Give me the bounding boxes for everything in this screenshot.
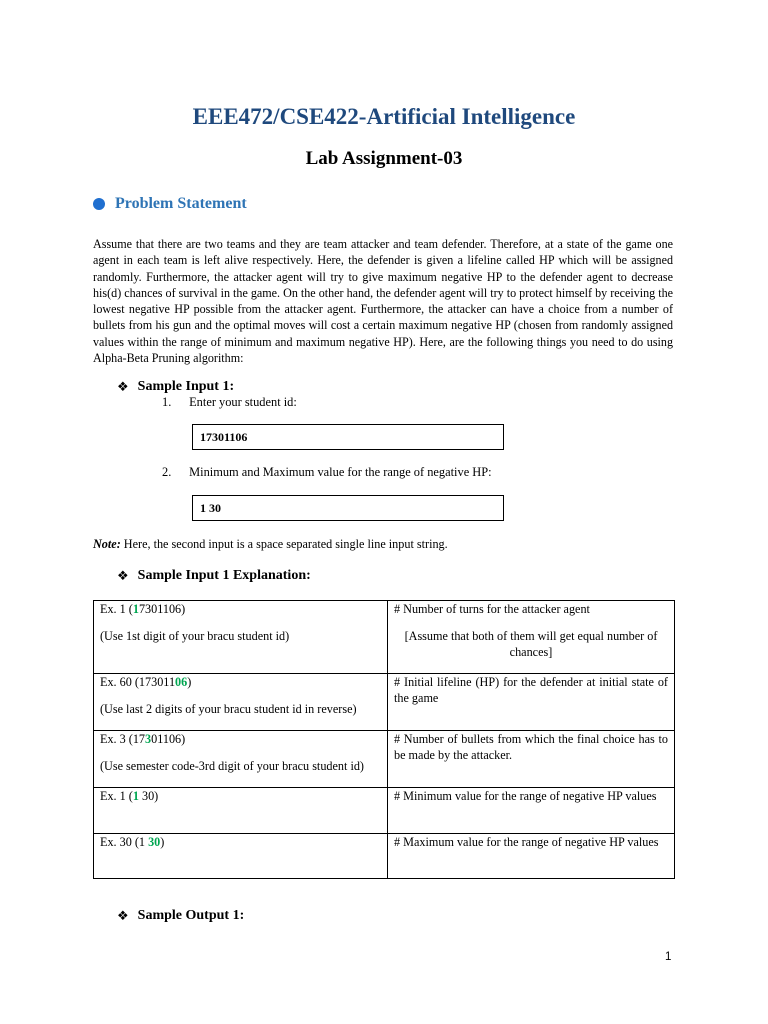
cell-text: 30) [138,789,159,803]
problem-statement-heading [93,195,247,213]
table-cell-left [94,601,388,674]
cell-note: (Use semester code-3rd digit of your bracu student id) [100,759,364,773]
student-id-input-box [192,424,504,450]
diamond-bullet-icon: ❖ [117,908,129,924]
list-item [162,395,297,410]
table-cell-right [388,601,675,674]
note-label: Note: [93,537,121,551]
cell-text: ) [187,675,192,689]
sample-output-heading [117,908,244,924]
cell-text: 7301106) [138,602,186,616]
page-number: 1 [665,951,672,963]
table-row [94,601,675,674]
list-item-number: 1. [162,395,172,409]
note-line [93,537,448,552]
cell-text: 01106) [151,732,186,746]
table-row [94,788,675,834]
table-cell-left [94,674,388,731]
cell-note: [Assume that both of them will get equal number of chances] [404,629,658,659]
highlighted-digit: 06 [175,675,188,689]
cell-text: Ex. 1 ( [100,789,133,803]
cell-text: # Minimum value for the range of negative HP values [394,789,657,803]
cell-note: (Use 1st digit of your bracu student id) [100,629,290,643]
cell-text: Ex. 30 (1 [100,835,149,849]
sample-output-heading-text: Sample Output 1: [137,908,245,923]
cell-text: # Number of turns for the attacker agent [394,602,590,616]
cell-text: Ex. 60 (173011 [100,675,176,689]
hp-range-input-box [192,495,504,521]
cell-text: ) [160,835,165,849]
table-cell-left [94,788,388,834]
diamond-bullet-icon: ❖ [117,379,129,395]
problem-paragraph: Assume that there are two teams and they are team attacker and team defender. Therefore, at a state of the game one agent in each team is left alive respectively. Here, the defender is given a lifeline called HP which will be assigned randomly. Furthermore, the attacker agent will try to give maximum negative HP to the defender agent to decrease his(d) chances of survival in the game. On the other hand, the defender agent will try to protect himself by receiving the lowest negative HP possible from the attacker agent. Furthermore, the attacker can have a choice from a number of bullets from his gun and the optimal moves will cost a certain maximum negative HP (chosen from randomly assigned values within the range of minimum and maximum negative HP). Here, are the following things you need to do using Alpha-Beta Pruning algorithm: [93,237,673,366]
cell-text: Ex. 3 (17 [100,732,146,746]
table-cell-right [388,674,675,731]
table-cell-left [94,731,388,788]
list-item-text: Enter your student id: [189,395,297,409]
list-item-text: Minimum and Maximum value for the range of negative HP: [189,465,492,479]
cell-text: # Number of bullets from which the final choice has to be made by the attacker. [394,732,668,762]
explanation-table [93,600,675,879]
explanation-heading [117,568,311,584]
highlighted-digit: 30 [148,835,161,849]
cell-note: (Use last 2 digits of your bracu student id in reverse) [100,702,357,716]
document-subtitle: Lab Assignment-03 [305,148,463,169]
sample-input-heading [117,379,234,395]
note-text: Here, the second input is a space separated single line input string. [120,537,448,551]
sample-input-heading-text: Sample Input 1: [137,379,235,394]
explanation-heading-text: Sample Input 1 Explanation: [137,568,311,583]
bullet-dot-icon [93,198,105,210]
table-row [94,731,675,788]
table-cell-right [388,834,675,879]
diamond-bullet-icon: ❖ [117,568,129,584]
cell-text: Ex. 1 ( [100,602,133,616]
table-cell-right [388,731,675,788]
cell-text: # Initial lifeline (HP) for the defender at initial state of the game [394,675,668,705]
section-heading-text: Problem Statement [115,195,247,212]
input-box-value: 1 30 [200,500,221,515]
table-row [94,834,675,879]
highlighted-digit: 1 [132,789,139,803]
input-box-value: 17301106 [200,429,248,444]
table-cell-right [388,788,675,834]
list-item [162,465,492,480]
table-cell-left [94,834,388,879]
cell-text: # Maximum value for the range of negative HP values [394,835,659,849]
highlighted-digit: 3 [145,732,152,746]
highlighted-digit: 1 [132,602,139,616]
list-item-number: 2. [162,465,172,479]
table-row [94,674,675,731]
document-title: EEE472/CSE422-Artificial Intelligence [192,104,576,129]
